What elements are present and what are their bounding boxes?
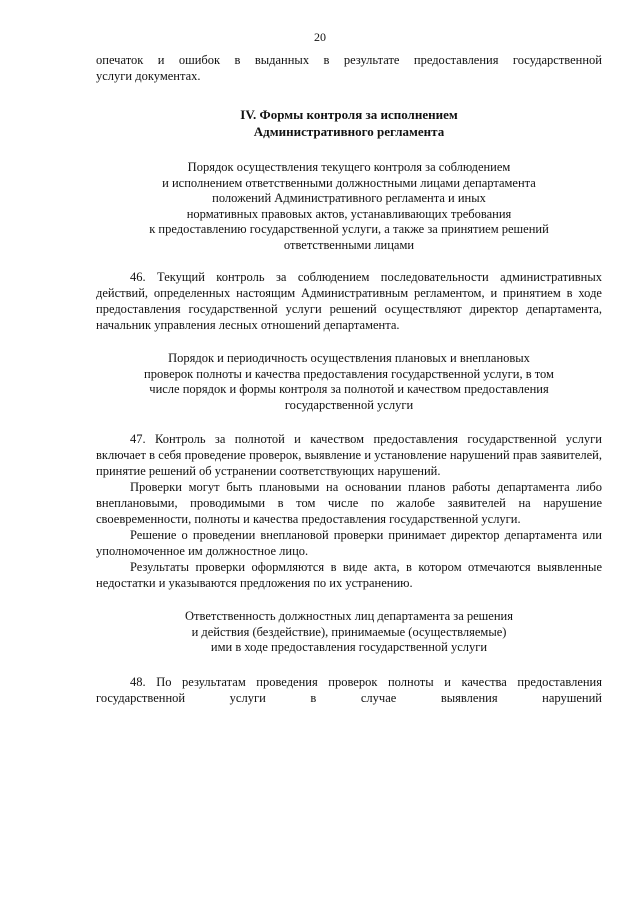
intro-line-2: услуги документах. bbox=[96, 69, 201, 83]
subheading-responsibility bbox=[96, 609, 602, 656]
subheading-current-control bbox=[96, 160, 602, 253]
section-title-line-2: Административного регламента bbox=[253, 124, 445, 139]
subheading-2-line-4: государственной услуги bbox=[284, 397, 414, 412]
paragraph-48: 48. По результатам проведения проверок полноты и качества предоставления государственной услуги в случае выявления нарушений bbox=[96, 674, 602, 705]
subheading-3-line-1: Ответственность должностных лиц департамента за решения bbox=[185, 609, 513, 623]
section-title-line-1: IV. Формы контроля за исполнением bbox=[240, 107, 458, 122]
paragraph-47: 47. Контроль за полнотой и качеством предоставления государственной услуги включает в себя проведение проверок, выявление и установление нарушений прав заявителей, принятие решений об устранении соответствующих нарушений. bbox=[96, 432, 602, 478]
document-body bbox=[96, 52, 602, 706]
paragraph-47-results: Результаты проверки оформляются в виде акта, в котором отмечаются выявленные недостатки и указываются предложения по их устранению. bbox=[96, 560, 602, 590]
subheading-2-line-2: проверок полноты и качества предоставления государственной услуги, в том bbox=[144, 366, 554, 381]
subheading-1-line-1: Порядок осуществления текущего контроля за соблюдением bbox=[187, 160, 511, 174]
intro-line-1: опечаток и ошибок в выданных в результате предоставления государственной bbox=[96, 53, 602, 67]
subheading-1-line-3: положений Административного регламента и иных bbox=[212, 191, 486, 205]
subheading-2-line-1: Порядок и периодичность осуществления плановых и внеплановых bbox=[168, 351, 530, 365]
paragraph-47-decision: Решение о проведении внеплановой проверки принимает директор департамента или уполномоченное им должностное лицо. bbox=[96, 528, 602, 558]
subheading-planned-checks bbox=[96, 351, 602, 413]
page-number: 20 bbox=[314, 30, 326, 44]
subheading-1-line-6: ответственными лицами bbox=[283, 237, 415, 252]
subheading-1-line-2: и исполнением ответственными должностными лицами департамента bbox=[162, 175, 536, 190]
subheading-1-line-4: нормативных правовых актов, устанавливающих требования bbox=[186, 206, 512, 221]
subheading-3-line-2: и действия (бездействие), принимаемые (осуществляемые) bbox=[191, 624, 507, 639]
subheading-1-line-5: к предоставлению государственной услуги, а также за принятием решений bbox=[149, 222, 549, 236]
paragraph-47-checks: Проверки могут быть плановыми на основании планов работы департамента либо внеплановыми, проводимыми в том числе по жалобе заявителей на нарушение своевременности, полноты и качества предоставления государственной услуги. bbox=[96, 480, 602, 526]
subheading-2-line-3: числе порядок и формы контроля за полнотой и качеством предоставления bbox=[149, 382, 549, 396]
section-title bbox=[96, 106, 602, 140]
paragraph-46: 46. Текущий контроль за соблюдением последовательности административных действий, определенных настоящим Административным регламентом, и принятием в ходе предоставления государственной услуги решений осуществляют директор департамента, начальник управления лесных отношений департамента. bbox=[96, 270, 602, 332]
subheading-3-line-3: ими в ходе предоставления государственной услуги bbox=[210, 640, 488, 654]
